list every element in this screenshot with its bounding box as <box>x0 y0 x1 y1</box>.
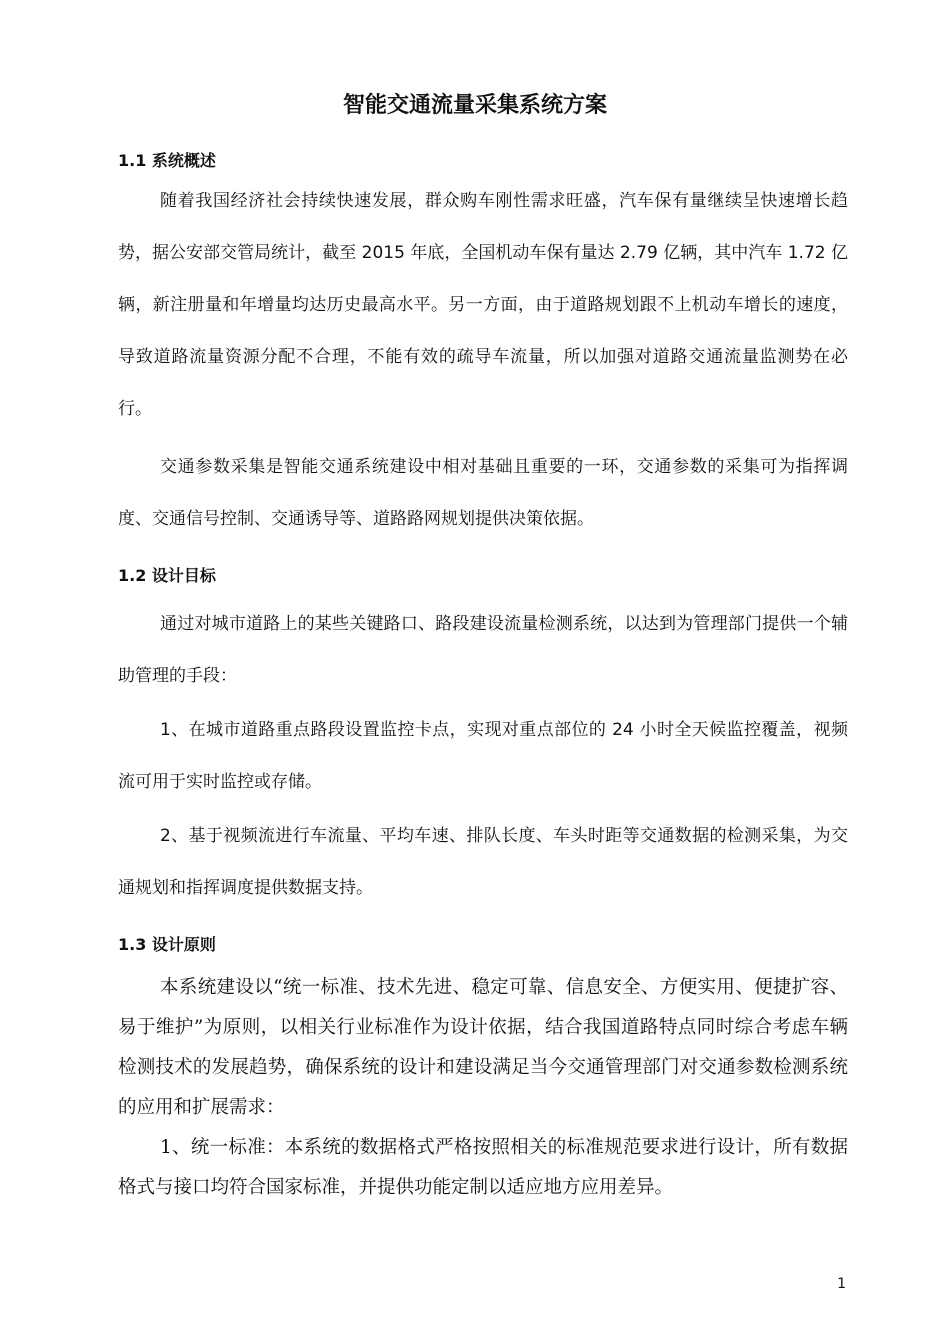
paragraph: 通过对城市道路上的某些关键路口、路段建设流量检测系统，以达到为管理部门提供一个辅助管理的手段： <box>118 614 848 686</box>
paragraph: 本系统建设以“统一标准、技术先进、稳定可靠、信息安全、方便实用、便捷扩容、易于维护”为原则，以相关行业标准作为设计依据，结合我国道路特点同时综合考虑车辆检测技术的发展趋势，确保系统的设计和建设满足当今交通管理部门对交通参数检测系统的应用和扩展需求： <box>118 977 848 1118</box>
list-item: 2、基于视频流进行车流量、平均车速、排队长度、车头时距等交通数据的检测采集，为交通规划和指挥调度提供数据支持。 <box>118 826 848 898</box>
document-title: 智能交通流量采集系统方案 <box>342 93 607 118</box>
list-item: 1、在城市道路重点路段设置监控卡点，实现对重点部位的 24 小时全天候监控覆盖，视频流可用于实时监控或存储。 <box>118 720 848 792</box>
page-number: 1 <box>837 1276 846 1292</box>
paragraph: 交通参数采集是智能交通系统建设中相对基础且重要的一环，交通参数的采集可为指挥调度、交通信号控制、交通诱导等、道路路网规划提供决策依据。 <box>118 457 848 529</box>
list-item: 1、统一标准：本系统的数据格式严格按照相关的标准规范要求进行设计，所有数据格式与接口均符合国家标准，并提供功能定制以适应地方应用差异。 <box>118 1137 848 1198</box>
section-heading-1-2: 1.2 设计目标 <box>118 566 216 585</box>
section-heading-1-1: 1.1 系统概述 <box>118 151 216 170</box>
paragraph: 随着我国经济社会持续快速发展，群众购车刚性需求旺盛，汽车保有量继续呈快速增长趋势，据公安部交管局统计，截至 2015 年底，全国机动车保有量达 2.79 亿辆，其中汽车 1.72 亿辆，新注册量和年增量均达历史最高水平。另一方面，由于道路规划跟不上机动车增长的速度，导致道路流量资源分配不合理，不能有效的疏导车流量，所以加强对道路交通流量监测势在必行。 <box>118 191 848 419</box>
section-heading-1-3: 1.3 设计原则 <box>118 935 216 954</box>
